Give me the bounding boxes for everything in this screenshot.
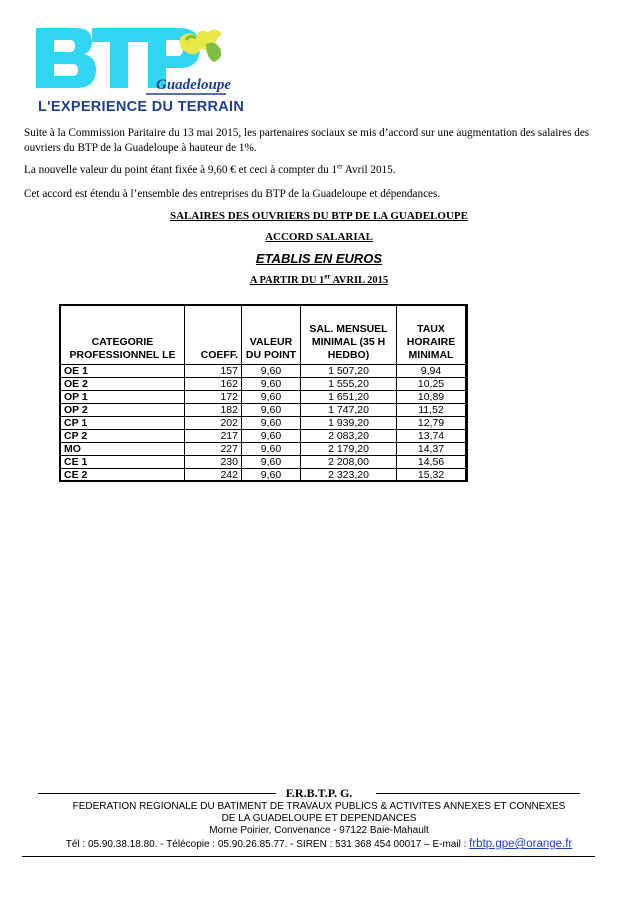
effective-date-sup: er <box>324 272 331 281</box>
table-row <box>61 365 466 378</box>
table-row <box>61 417 466 430</box>
cell-point-value: 9,60 <box>242 365 301 378</box>
cell-monthly-salary: 1 507,20 <box>301 365 397 378</box>
doc-title: SALAIRES DES OUVRIERS DU BTP DE LA GUADELOUPE <box>170 210 468 222</box>
table-header-row <box>61 306 466 365</box>
header-hourly-rate: TAUX HORAIRE MINIMAL <box>397 306 466 365</box>
header-monthly-salary: SAL. MENSUEL MINIMAL (35 H HEDBO) <box>301 306 397 365</box>
guadeloupe-script-logo: Guadeloupe <box>156 77 231 93</box>
footer-bottom-rule <box>22 856 595 857</box>
intro-p2-text: La nouvelle valeur du point étant fixée à 9,60 € et ceci à compter du 1 <box>24 164 338 176</box>
cell-point-value: 9,60 <box>242 469 301 482</box>
intro-paragraph-2 <box>24 163 598 178</box>
cell-monthly-salary: 1 939,20 <box>301 417 397 430</box>
cell-coeff: 202 <box>185 417 242 430</box>
cell-monthly-salary: 2 208,00 <box>301 456 397 469</box>
cell-hourly-rate: 9,94 <box>397 365 466 378</box>
cell-hourly-rate: 12,79 <box>397 417 466 430</box>
cell-category: MO <box>61 443 185 456</box>
footer-line-2: DE LA GUADELOUPE ET DEPENDANCES <box>221 813 417 824</box>
cell-point-value: 9,60 <box>242 404 301 417</box>
footer-contact <box>0 838 638 851</box>
cell-hourly-rate: 13,74 <box>397 430 466 443</box>
cell-coeff: 182 <box>185 404 242 417</box>
cell-category: CE 2 <box>61 469 185 482</box>
cell-monthly-salary: 2 083,20 <box>301 430 397 443</box>
footer-email-link[interactable]: frbtp.gpe@orange.fr <box>469 838 573 850</box>
footer-line-1: FEDERATION REGIONALE DU BATIMENT DE TRAVAUX PUBLICS & ACTIVITES ANNEXES ET CONNEXES <box>72 801 566 812</box>
cell-hourly-rate: 10,25 <box>397 378 466 391</box>
table-row <box>61 443 466 456</box>
cell-hourly-rate: 11,52 <box>397 404 466 417</box>
cell-point-value: 9,60 <box>242 430 301 443</box>
header-coeff: COEFF. <box>185 306 242 365</box>
cell-point-value: 9,60 <box>242 378 301 391</box>
cell-hourly-rate: 14,37 <box>397 443 466 456</box>
table-row <box>61 456 466 469</box>
cell-coeff: 172 <box>185 391 242 404</box>
cell-category: OP 2 <box>61 404 185 417</box>
intro-p2-text-end: Avril 2015. <box>342 164 396 176</box>
footer-org-acronym: F.R.B.T.P. G. <box>285 786 353 800</box>
cell-point-value: 9,60 <box>242 456 301 469</box>
logo-tagline: L'EXPERIENCE DU TERRAIN <box>38 99 245 115</box>
table-row <box>61 378 466 391</box>
doc-subtitle: ACCORD SALARIAL <box>265 231 373 243</box>
table-row <box>61 430 466 443</box>
cell-point-value: 9,60 <box>242 417 301 430</box>
effective-date-text: A PARTIR DU 1 <box>249 275 325 286</box>
effective-date-text-end: AVRIL 2015 <box>330 275 389 286</box>
cell-point-value: 9,60 <box>242 391 301 404</box>
table-row <box>61 469 466 482</box>
cell-category: CE 1 <box>61 456 185 469</box>
intro-paragraph-3: Cet accord est étendu à l’ensemble des entreprises du BTP de la Guadeloupe et dépendances. <box>24 188 441 200</box>
salary-table <box>60 305 466 482</box>
cell-coeff: 227 <box>185 443 242 456</box>
cell-monthly-salary: 1 555,20 <box>301 378 397 391</box>
cell-category: CP 1 <box>61 417 185 430</box>
table-row <box>61 391 466 404</box>
header-category: CATEGORIE PROFESSIONNEL LE <box>61 306 185 365</box>
cell-coeff: 217 <box>185 430 242 443</box>
effective-date-title <box>0 272 638 286</box>
cell-category: OP 1 <box>61 391 185 404</box>
cell-monthly-salary: 1 747,20 <box>301 404 397 417</box>
cell-monthly-salary: 2 179,20 <box>301 443 397 456</box>
cell-coeff: 230 <box>185 456 242 469</box>
cell-monthly-salary: 2 323,20 <box>301 469 397 482</box>
header-point-value: VALEUR DU POINT <box>242 306 301 365</box>
cell-coeff: 242 <box>185 469 242 482</box>
cell-hourly-rate: 15,32 <box>397 469 466 482</box>
cell-hourly-rate: 10,89 <box>397 391 466 404</box>
cell-coeff: 162 <box>185 378 242 391</box>
currency-title: ETABLIS EN EUROS <box>255 251 383 266</box>
cell-coeff: 157 <box>185 365 242 378</box>
intro-p2-sup: er <box>337 162 343 171</box>
cell-category: OE 2 <box>61 378 185 391</box>
cell-monthly-salary: 1 651,20 <box>301 391 397 404</box>
btp-logo-graphic <box>30 18 235 103</box>
cell-point-value: 9,60 <box>242 443 301 456</box>
table-row <box>61 404 466 417</box>
footer-address: Morne Poirier, Convenance - 97122 Baie-Mahault <box>209 825 429 836</box>
cell-hourly-rate: 14,56 <box>397 456 466 469</box>
cell-category: CP 2 <box>61 430 185 443</box>
footer-contact-text: Tél : 05.90.38.18.80. - Télécopie : 05.90.26.85.77. - SIREN : 531 368 454 00017 – E-mail : <box>65 839 470 850</box>
intro-paragraph-1: Suite à la Commission Paritaire du 13 mai 2015, les partenaires sociaux se mis d’accord sur une augmentation des salaires des ouvriers du BTP de la Guadeloupe à hauteur de 1%. <box>24 127 590 154</box>
cell-category: OE 1 <box>61 365 185 378</box>
